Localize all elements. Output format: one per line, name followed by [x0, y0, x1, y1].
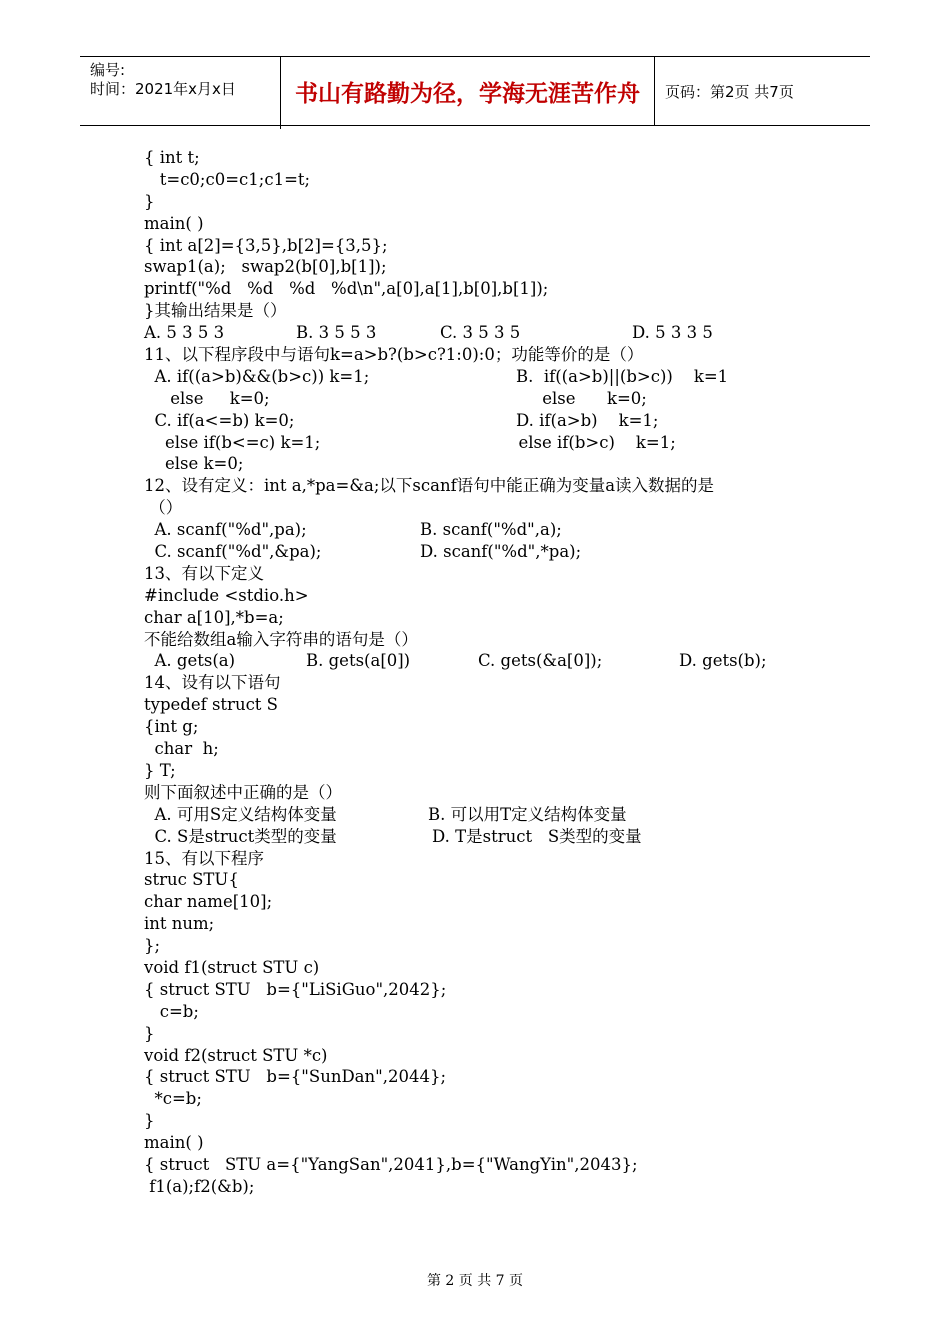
code-line: #include <stdio.h>	[144, 585, 309, 605]
options-row	[144, 826, 864, 848]
options-row	[144, 432, 864, 454]
options-row	[144, 410, 864, 432]
option-d: D. 5 3 3 5	[632, 323, 713, 343]
code-line: *c=b;	[144, 1089, 202, 1109]
code-line: main( )	[144, 213, 204, 233]
options-row	[144, 453, 864, 475]
code-line: c=b;	[144, 1001, 199, 1021]
code-line: { struct STU a={"YangSan",2041},b={"WangYin",2043};	[144, 1154, 638, 1174]
option-c: C. scanf("%d",&pa);	[144, 542, 322, 562]
code-line: {int g;	[144, 717, 199, 737]
option-b: B. 可以用T定义结构体变量	[428, 804, 627, 824]
option-b: B. 3 5 5 3	[296, 323, 377, 343]
option-c: C. if(a<=b) k=0;	[144, 410, 295, 430]
code-line: char name[10];	[144, 892, 273, 912]
option-b-else: else k=0;	[516, 388, 647, 408]
question-text: （）	[144, 498, 183, 518]
option-d: D. if(a>b) k=1;	[516, 410, 659, 430]
header-left-cell	[80, 57, 281, 129]
option-c: C. gets(&a[0]);	[478, 651, 603, 671]
code-line: void f2(struct STU *c)	[144, 1045, 328, 1065]
option-a: A. scanf("%d",pa);	[144, 520, 307, 540]
question-text: 14、设有以下语句	[144, 673, 281, 693]
options-row	[144, 322, 864, 344]
page-label: 页码：第2页 共7页	[665, 82, 794, 101]
option-b: B. if((a>b)||(b>c)) k=1	[516, 366, 729, 386]
code-line: struc STU{	[144, 870, 239, 890]
page-header	[80, 56, 870, 126]
code-line: typedef struct S	[144, 695, 278, 715]
option-c: C. S是struct类型的变量	[144, 826, 337, 846]
code-line: char a[10],*b=a;	[144, 607, 284, 627]
option-d: D. T是struct S类型的变量	[432, 826, 642, 846]
options-row	[144, 804, 864, 826]
code-line: void f1(struct STU c)	[144, 957, 320, 977]
number-label: 编号:	[90, 61, 126, 79]
question-text: 13、有以下定义	[144, 563, 264, 583]
question-text: }其输出结果是（）	[144, 301, 287, 321]
code-line: { struct STU b={"SunDan",2044};	[144, 1067, 447, 1087]
motto: 书山有路勤为径，学海无涯苦作舟	[281, 57, 655, 125]
option-c: C. 3 5 3 5	[440, 323, 521, 343]
code-line: swap1(a); swap2(b[0],b[1]);	[144, 257, 387, 277]
code-line: }	[144, 1023, 155, 1043]
option-c-else-if: else if(b<=c) k=1;	[144, 432, 321, 452]
options-row	[144, 650, 864, 672]
option-d: D. gets(b);	[679, 651, 767, 671]
question-text: 15、有以下程序	[144, 848, 264, 868]
option-a: A. 5 3 5 3	[144, 323, 225, 343]
code-line: { struct STU b={"LiSiGuo",2042};	[144, 979, 447, 999]
code-line: };	[144, 936, 161, 956]
option-b: B. scanf("%d",a);	[420, 520, 562, 540]
code-line: main( )	[144, 1133, 204, 1153]
question-text: 12、设有定义：int a,*pa=&a;以下scanf语句中能正确为变量a读入数据的是	[144, 476, 715, 496]
options-row	[144, 366, 864, 388]
code-line: } T;	[144, 760, 176, 780]
options-row	[144, 388, 864, 410]
code-line: printf("%d %d %d %d\n",a[0],a[1],b[0],b[1]);	[144, 279, 549, 299]
option-a: A. gets(a)	[144, 651, 236, 671]
page-footer: 第 2 页 共 7 页	[426, 1273, 524, 1289]
option-a: A. 可用S定义结构体变量	[144, 804, 337, 824]
option-a-else: else k=0;	[144, 388, 270, 408]
option-d-else-if: else if(b>c) k=1;	[508, 432, 676, 452]
code-line: }	[144, 1111, 155, 1131]
code-line: int num;	[144, 914, 215, 934]
code-line: { int t;	[144, 148, 200, 167]
question-text: 不能给数组a输入字符串的语句是（）	[144, 629, 418, 649]
option-a: A. if((a>b)&&(b>c)) k=1;	[144, 366, 370, 386]
options-row	[144, 519, 864, 541]
option-d: D. scanf("%d",*pa);	[420, 542, 582, 562]
code-line: f1(a);f2(&b);	[144, 1176, 255, 1196]
code-line: char h;	[144, 739, 219, 759]
question-text: 11、以下程序段中与语句k=a>b?(b>c?1:0):0；功能等价的是（）	[144, 345, 644, 365]
code-line: }	[144, 191, 155, 211]
question-text: 则下面叙述中正确的是（）	[144, 782, 342, 802]
code-line: { int a[2]={3,5},b[2]={3,5};	[144, 235, 388, 255]
option-b: B. gets(a[0])	[306, 651, 411, 671]
document-body	[144, 147, 864, 1198]
option-c-else: else k=0;	[144, 454, 244, 474]
options-row	[144, 541, 864, 563]
code-line: t=c0;c0=c1;c1=t;	[144, 169, 311, 189]
date-label: 时间：2021年x月x日	[90, 80, 236, 98]
